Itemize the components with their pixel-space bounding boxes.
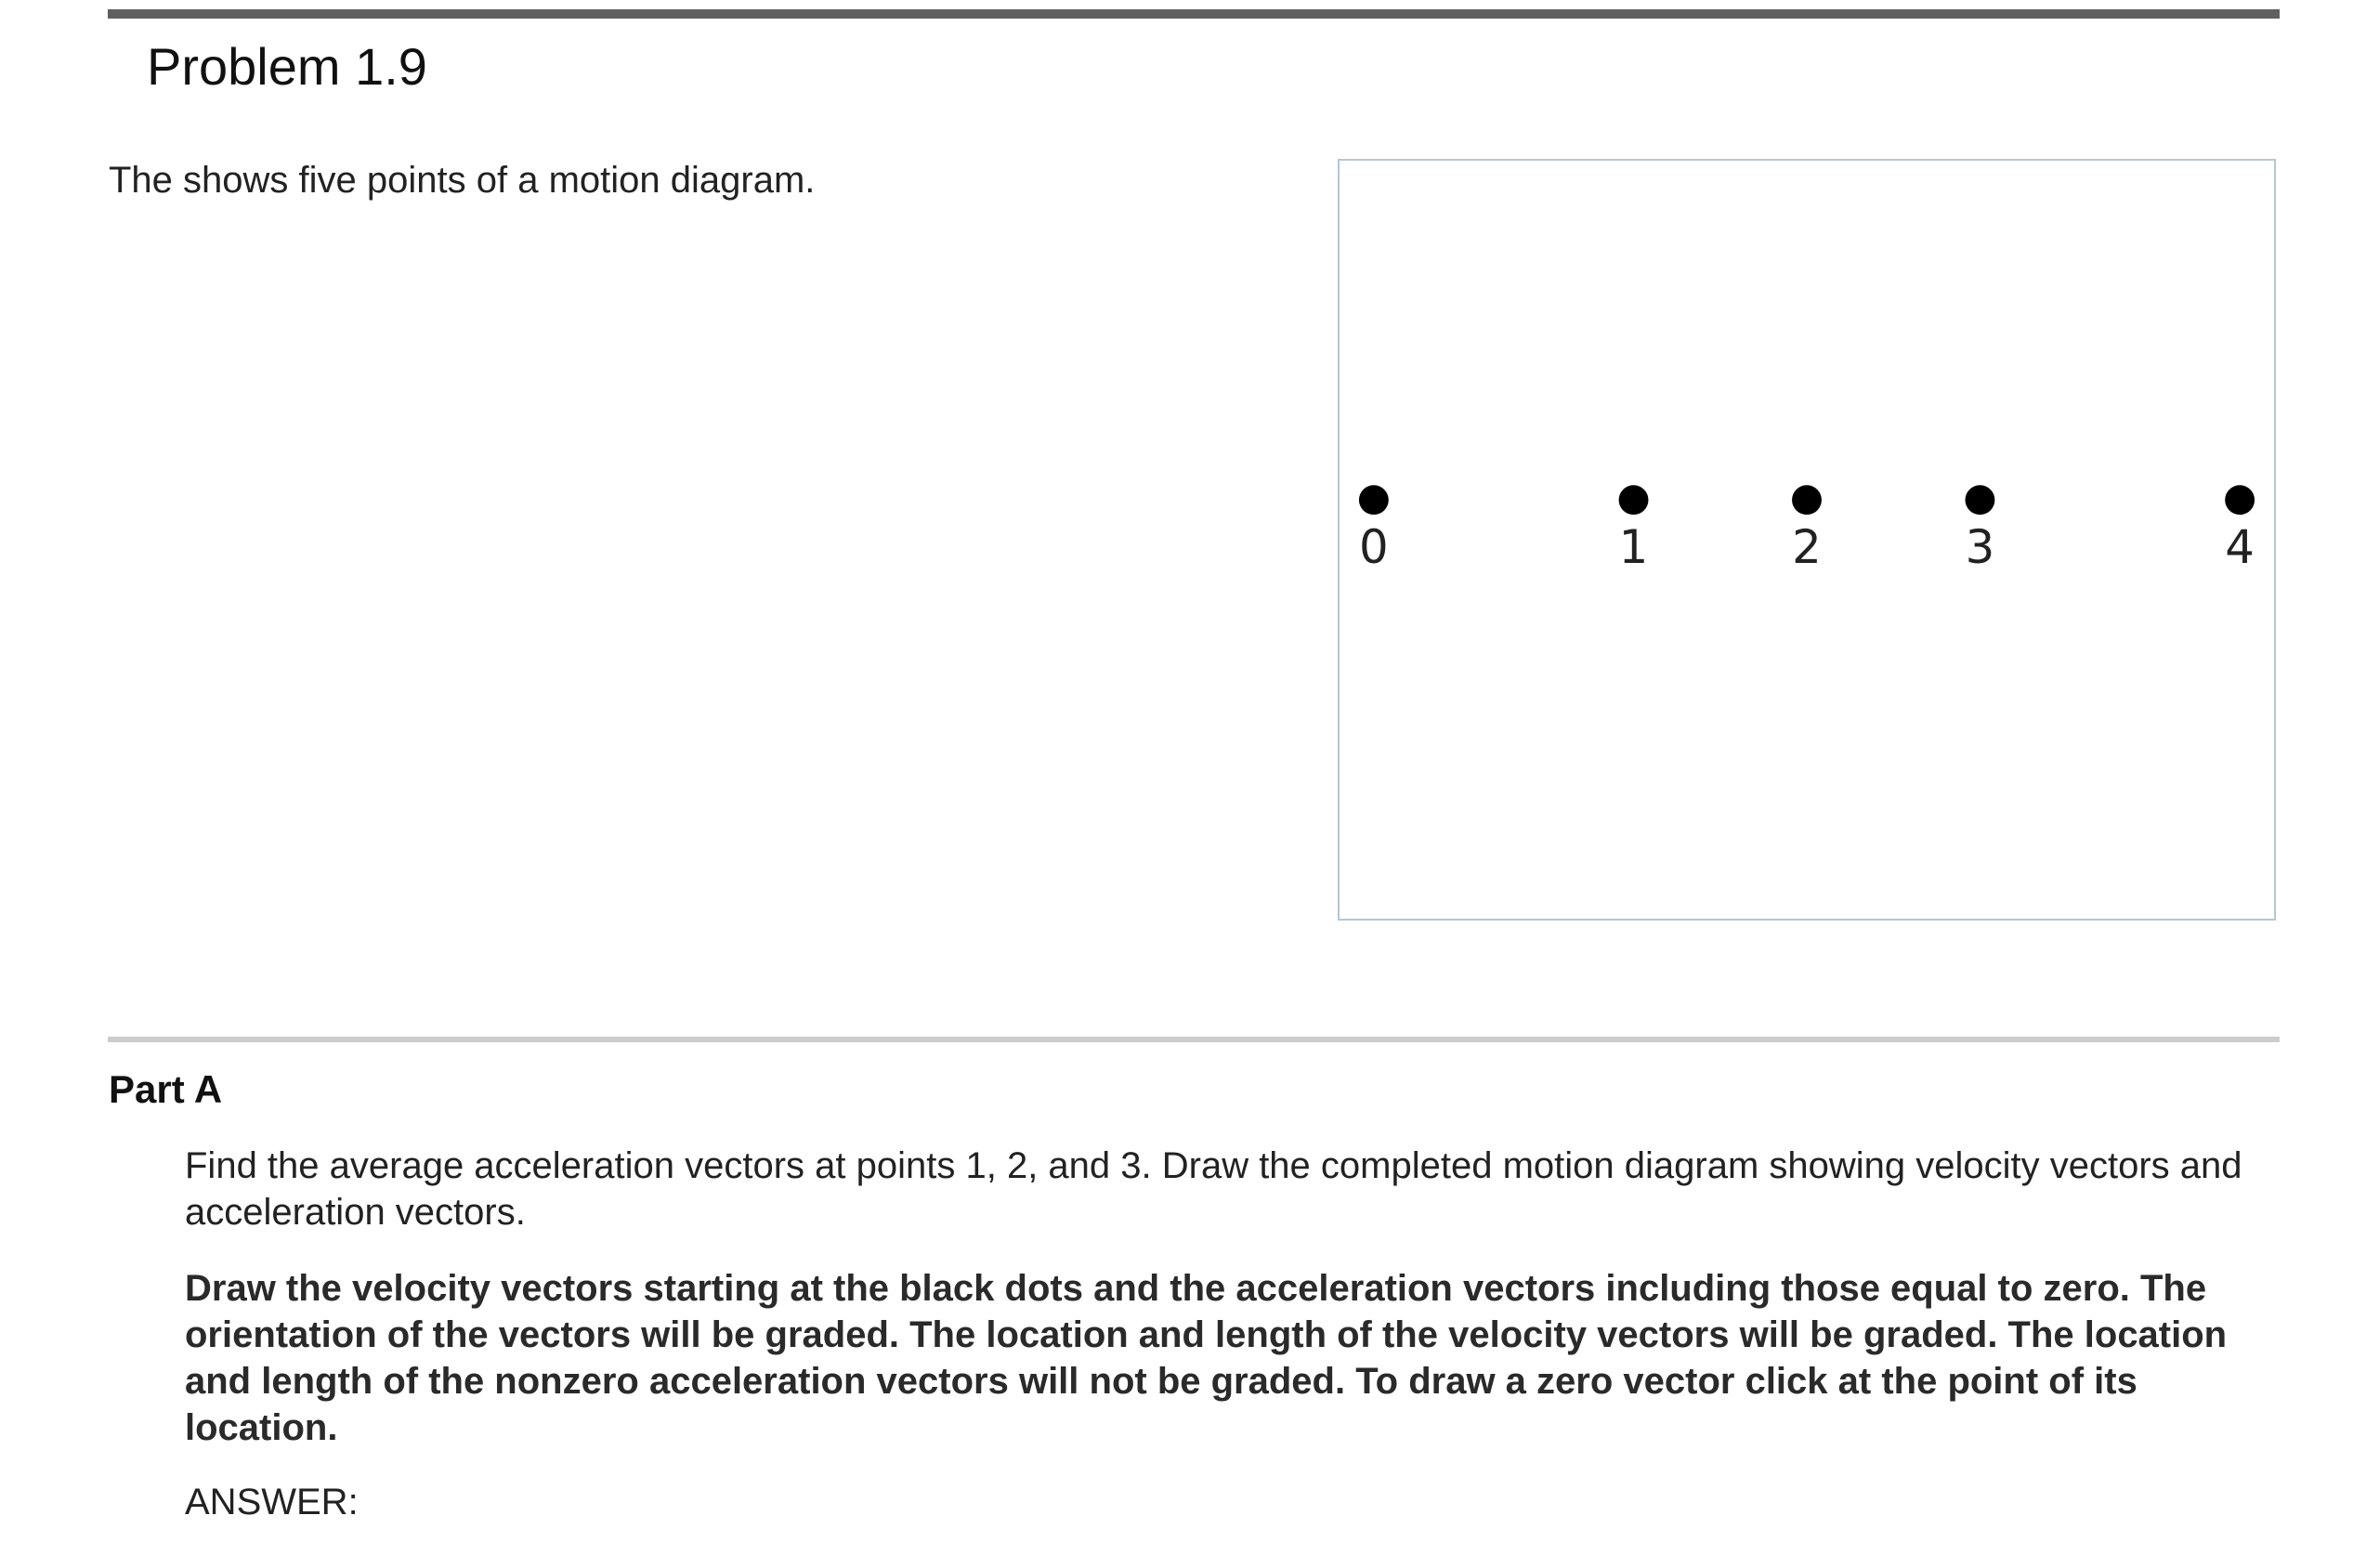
motion-point-label-0: 0 bbox=[1359, 519, 1389, 574]
motion-diagram-figure bbox=[1338, 159, 2276, 921]
answer-label: ANSWER: bbox=[185, 1482, 359, 1522]
motion-point-0[interactable] bbox=[1359, 485, 1389, 515]
motion-diagram-svg bbox=[1340, 161, 2274, 919]
top-divider bbox=[108, 9, 2280, 19]
motion-point-label-2: 2 bbox=[1792, 519, 1822, 574]
part-a-instructions: Draw the velocity vectors starting at the black dots and the acceleration vectors including those equal to zero. The orientation of the vectors will be graded. The location and length of the velocity vectors will be graded. The location and length of the nonzero acceleration vectors will not be graded. To draw a zero vector click at the point of its location. bbox=[185, 1268, 2228, 1448]
part-a-question: Find the average acceleration vectors at points 1, 2, and 3. Draw the completed motion diagram showing velocity vectors and acceleration vectors. bbox=[185, 1145, 2242, 1233]
motion-point-label-4: 4 bbox=[2225, 519, 2255, 574]
motion-point-label-3: 3 bbox=[1965, 519, 1995, 574]
part-a-title: Part A bbox=[109, 1067, 223, 1111]
motion-point-2[interactable] bbox=[1792, 485, 1822, 515]
motion-point-4[interactable] bbox=[2225, 485, 2255, 515]
motion-point-1[interactable] bbox=[1619, 485, 1649, 515]
motion-point-3[interactable] bbox=[1966, 485, 1995, 515]
problem-title: Problem 1.9 bbox=[147, 37, 427, 96]
part-divider bbox=[108, 1037, 2280, 1042]
motion-point-label-1: 1 bbox=[1618, 519, 1649, 574]
problem-intro: The shows five points of a motion diagram. bbox=[109, 160, 816, 201]
